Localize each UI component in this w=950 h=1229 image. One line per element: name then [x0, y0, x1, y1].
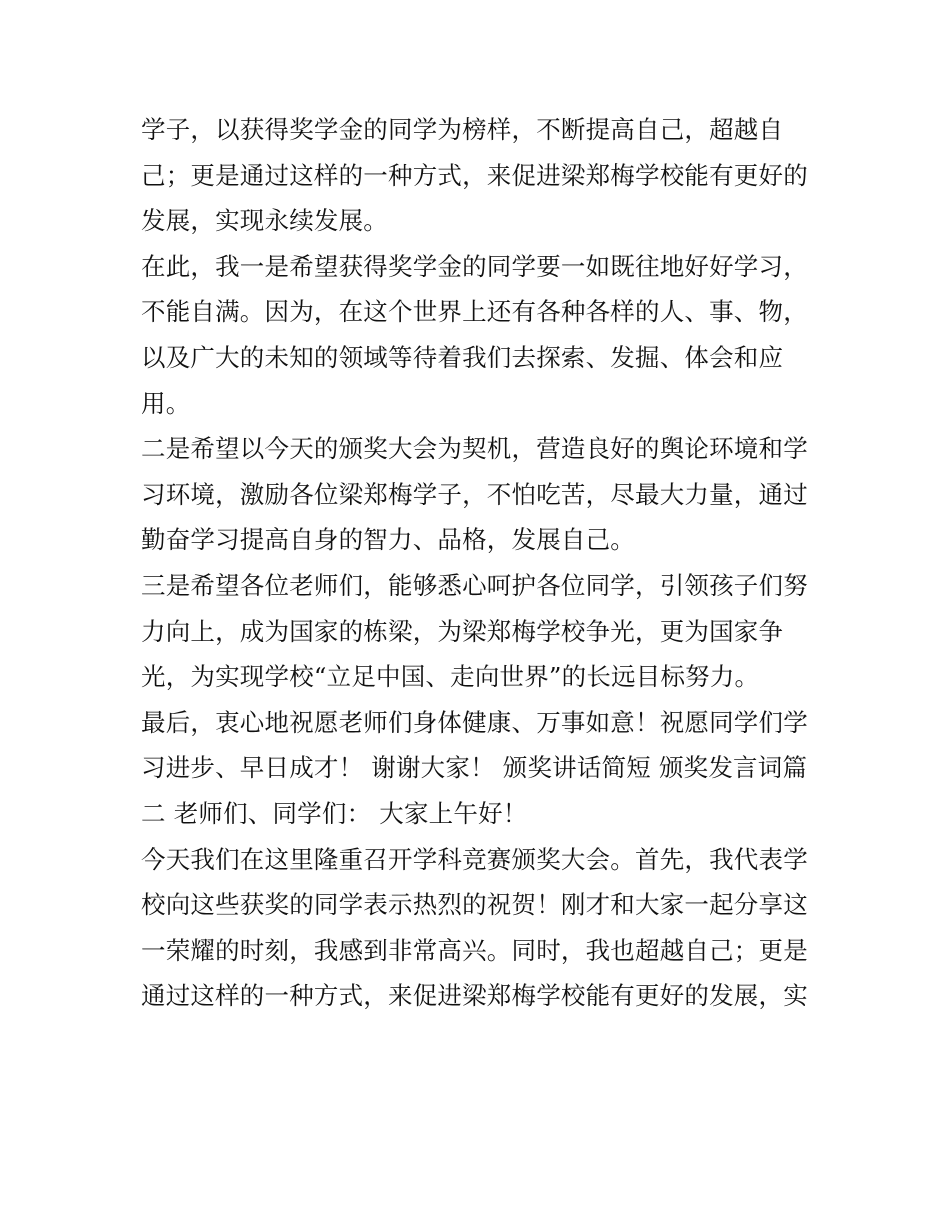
text-line: 通过这样的一种方式，来促进梁郑梅学校能有更好的发展，实	[141, 981, 808, 1011]
text-line: 校向这些获奖的同学表示热烈的祝贺！刚才和大家一起分享这	[141, 890, 808, 920]
text-line: 最后，衷心地祝愿老师们身体健康、万事如意！祝愿同学们学	[141, 707, 808, 737]
text-line: 用。	[141, 388, 191, 418]
text-line: 一荣耀的时刻，我感到非常高兴。同时，我也超越自己；更是	[141, 935, 808, 965]
text-line: 今天我们在这里隆重召开学科竞赛颁奖大会。首先，我代表学	[141, 844, 808, 874]
document-body	[141, 107, 821, 1019]
text-line: 不能自满。因为，在这个世界上还有各种各样的人、事、物，	[141, 297, 808, 327]
text-line: 发展，实现永续发展。	[141, 206, 388, 236]
text-line: 己；更是通过这样的一种方式，来促进梁郑梅学校能有更好的	[141, 160, 808, 190]
text-line: 光，为实现学校“立足中国、走向世界”的长远目标努力。	[141, 662, 760, 692]
text-line: 力向上，成为国家的栋梁，为梁郑梅学校争光，更为国家争	[141, 616, 784, 646]
text-line: 二是希望以今天的颁奖大会为契机，营造良好的舆论环境和学	[141, 434, 808, 464]
text-line: 勤奋学习提高自身的智力、品格，发展自己。	[141, 525, 635, 555]
text-line: 习进步、早日成才！ 谢谢大家！ 颁奖讲话简短 颁奖发言词篇	[141, 753, 808, 783]
text-line: 在此，我一是希望获得奖学金的同学要一如既往地好好学习，	[141, 251, 808, 281]
text-line: 三是希望各位老师们，能够悉心呵护各位同学，引领孩子们努	[141, 570, 808, 600]
text-line: 学子，以获得奖学金的同学为榜样，不断提高自己，超越自	[141, 115, 784, 144]
text-line: 以及广大的未知的领域等待着我们去探索、发掘、体会和应	[141, 342, 784, 372]
text-line: 习环境，激励各位梁郑梅学子，不怕吃苦，尽最大力量，通过	[141, 479, 808, 509]
text-line: 二 老师们、同学们： 大家上午好！	[141, 798, 528, 828]
